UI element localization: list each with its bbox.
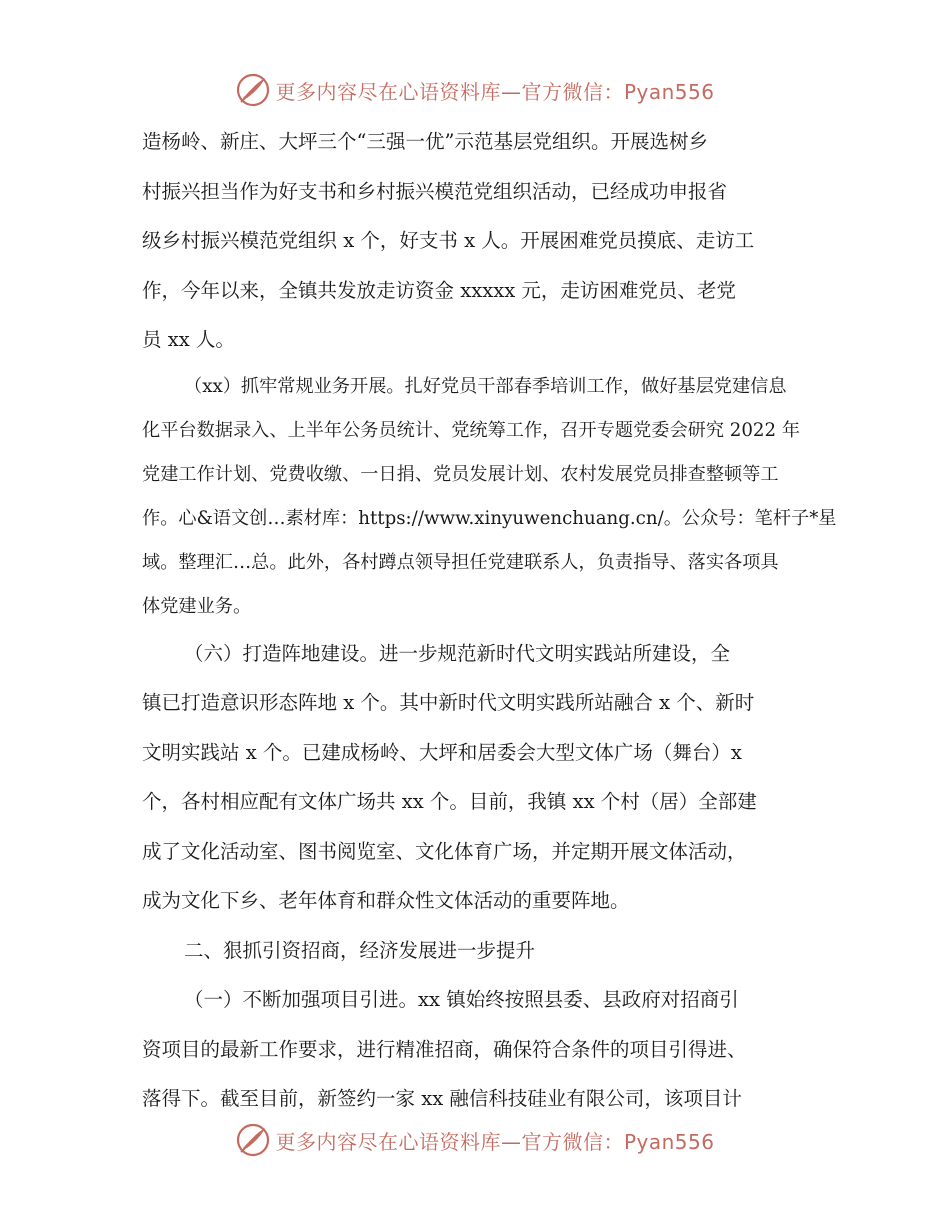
section-heading: 二、狠抓引资招商，经济发展进一步提升	[184, 938, 536, 962]
paragraph-line: 资项目的最新工作要求，进行精准招商，确保符合条件的项目引得进、	[142, 1037, 747, 1061]
quill-logo-icon	[235, 1122, 271, 1158]
paragraph-line: 造杨岭、新庄、大坪三个“三强一优”示范基层党组织。开展选树乡	[142, 130, 708, 153]
paragraph-line: 体党建业务。	[142, 595, 252, 617]
paragraph-line: 镇已打造意识形态阵地 x 个。其中新时代文明实践所站融合 x 个、新时	[142, 691, 755, 714]
paragraph-line: 成为文化下乡、老年体育和群众性文体活动的重要阵地。	[142, 889, 630, 912]
paragraph-line: （xx）抓牢常规业务开展。扎好党员干部春季培训工作，做好基层党建信息	[184, 375, 787, 397]
paragraph-line: （六）打造阵地建设。进一步规范新时代文明实践站所建设，全	[184, 641, 731, 665]
paragraph-line: 成了文化活动室、图书阅览室、文化体育广场，并定期开展文体活动，	[142, 839, 747, 863]
paragraph-line: 域。整理汇…总。此外，各村蹲点领导担任党建联系人，负责指导、落实各项具	[142, 551, 779, 573]
footer-watermark-banner	[0, 1120, 950, 1160]
paragraph-line: （一）不断加强项目引进。xx 镇始终按照县委、县政府对招商引	[184, 988, 739, 1011]
paragraph-line: 员 xx 人。	[142, 328, 235, 351]
banner-text: 更多内容尽在心语资料库—官方微信：Pyan556	[275, 1129, 715, 1154]
paragraph-line: 党建工作计划、党费收缴、一日捐、党员发展计划、农村发展党员排查整顿等工	[142, 463, 779, 485]
header-watermark-banner	[0, 70, 950, 110]
document-body	[142, 117, 837, 1124]
quill-logo-icon	[235, 72, 271, 108]
paragraph-line: 作。心&语文创…素材库：https://www.xinyuwenchuang.cn/。公众号：笔杆子*星	[142, 507, 837, 529]
paragraph-line: 级乡村振兴模范党组织 x 个，好支书 x 人。开展困难党员摸底、走访工	[142, 229, 755, 252]
paragraph-line: 化平台数据录入、上半年公务员统计、党统筹工作，召开专题党委会研究 2022 年	[142, 419, 801, 441]
banner-text: 更多内容尽在心语资料库—官方微信：Pyan556	[275, 79, 715, 104]
paragraph-line: 文明实践站 x 个。已建成杨岭、大坪和居委会大型文体广场（舞台）x	[142, 740, 742, 764]
paragraph-line: 村振兴担当作为好支书和乡村振兴模范党组织活动，已经成功申报省	[142, 179, 728, 203]
paragraph-line: 作，今年以来，全镇共发放走访资金 xxxxx 元，走访困难党员、老党	[142, 278, 736, 302]
paragraph-line: 个，各村相应配有文体广场共 xx 个。目前，我镇 xx 个村（居）全部建	[142, 790, 757, 813]
paragraph-line: 落得下。截至目前，新签约一家 xx 融信科技硅业有限公司，该项目计	[142, 1087, 742, 1110]
